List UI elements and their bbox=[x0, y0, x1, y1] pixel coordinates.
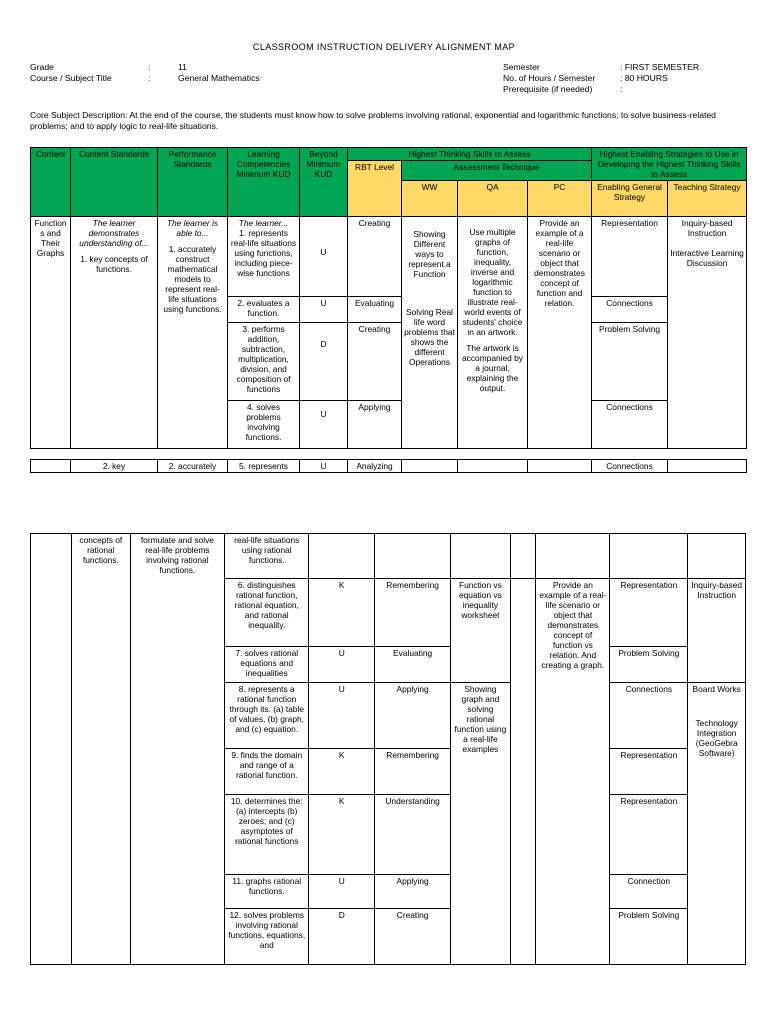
strip-cell: Analyzing bbox=[348, 460, 402, 473]
alignment-map-table-continued bbox=[30, 533, 746, 965]
enabling-cell: Problem Solving bbox=[610, 647, 688, 683]
teaching-strategy-cell bbox=[688, 534, 746, 579]
enabling-cell: Connection bbox=[610, 875, 688, 909]
grade-colon: : bbox=[148, 62, 151, 72]
course-value: General Mathematics bbox=[178, 73, 260, 83]
qa-text-1: Use multiple graphs of function, inequality, inverse and logarithmic function to illustrate real-world events of students' choice in an artwork. bbox=[462, 227, 523, 337]
kud-cell bbox=[300, 217, 348, 297]
course-label: Course / Subject Title bbox=[30, 73, 112, 83]
content-standards-intro: The learner demonstrates understanding of... bbox=[79, 218, 149, 248]
content-standards-item: 1. key concepts of functions. bbox=[80, 254, 148, 274]
header-beyond-minimum: Beyond Minimum KUD bbox=[300, 148, 348, 217]
enabling-cell: Problem Solving bbox=[592, 323, 668, 401]
strip-cell: 2. key bbox=[71, 460, 158, 473]
enabling-cell: Representation bbox=[610, 579, 688, 647]
competency-cell: 11. graphs rational functions. bbox=[225, 875, 309, 909]
rbt-cell: Applying bbox=[375, 875, 451, 909]
teaching-strategy-cell bbox=[668, 217, 747, 449]
enabling-cell: Connections bbox=[592, 297, 668, 323]
header-pc: PC bbox=[528, 181, 592, 217]
strip-cell bbox=[528, 460, 592, 473]
prerequisite-value: : bbox=[620, 84, 623, 94]
header-assessment-technique: Assessment Technique bbox=[402, 161, 592, 181]
rbt-cell: Remembering bbox=[375, 749, 451, 795]
competency-cell: real-life situations using rational functions. bbox=[225, 534, 309, 579]
continued-row-strip bbox=[30, 459, 747, 473]
teaching-strategy-cell bbox=[688, 683, 746, 965]
kud-cell: U bbox=[300, 401, 348, 449]
ww-text-1: Showing Different ways to represent a Function bbox=[408, 229, 451, 279]
qa-cell bbox=[458, 217, 528, 449]
content-cell: Functions and Their Graphs bbox=[31, 217, 71, 449]
qa-cell bbox=[510, 579, 536, 965]
enabling-cell: Connections bbox=[592, 401, 668, 449]
enabling-cell: Representation bbox=[610, 749, 688, 795]
header-highest-thinking: Highest Thinking Skills to Assess bbox=[348, 148, 592, 161]
competency-intro: The learner... bbox=[238, 218, 289, 228]
teaching-strategy-cell: Inquiry-based Instruction bbox=[688, 579, 746, 683]
semester-label: Semester bbox=[503, 62, 540, 72]
kud-cell: U bbox=[309, 647, 375, 683]
strip-cell bbox=[402, 460, 458, 473]
header-teaching-strategy: Teaching Strategy bbox=[668, 181, 747, 217]
rbt-cell: Creating bbox=[348, 217, 402, 297]
content-cell bbox=[31, 534, 72, 965]
teaching-strategy-2: Interactive Learning Discussion bbox=[670, 248, 744, 268]
kud-cell: D bbox=[300, 323, 348, 401]
header-enabling-general: Enabling General Strategy bbox=[592, 181, 668, 217]
kud-cell: U bbox=[309, 683, 375, 749]
qa-text-2: The artwork is accompanied by a journal, explaining the output. bbox=[462, 343, 523, 393]
enabling-cell: Connections bbox=[610, 683, 688, 749]
kud-cell: K bbox=[309, 795, 375, 875]
enabling-cell: Representation bbox=[592, 217, 668, 297]
rbt-cell: Creating bbox=[348, 323, 402, 401]
core-subject-description: Core Subject Description: At the end of the course, the students must know how to solve problems involving rational, exponential and logarithmic functions; to solve business-related problems; and to apply logic to real-life situations. bbox=[30, 110, 716, 131]
competency-cell: 9. finds the domain and range of a rational function. bbox=[225, 749, 309, 795]
competency-cell bbox=[228, 217, 300, 297]
teaching-strategy-2: Board Works bbox=[692, 684, 741, 694]
strip-cell bbox=[668, 460, 747, 473]
strip-cell: Connections bbox=[592, 460, 668, 473]
strip-cell: 2. accurately bbox=[158, 460, 228, 473]
competency-cell: 12. solves problems involving rational functions, equations, and bbox=[225, 909, 309, 965]
course-colon: : bbox=[148, 73, 151, 83]
kud-cell: K bbox=[309, 749, 375, 795]
qa-cell bbox=[510, 534, 536, 579]
pc-cell bbox=[536, 534, 610, 579]
performance-standards-intro: The learner is able to... bbox=[166, 218, 219, 238]
rbt-cell: Applying bbox=[375, 683, 451, 749]
header-content-standards: Content Standards bbox=[71, 148, 158, 217]
hours-value: : 80 HOURS bbox=[620, 73, 668, 83]
teaching-strategy-1: Inquiry-based Instruction bbox=[681, 218, 733, 238]
ww-cell: Showing graph and solving rational function using a real-life examples bbox=[451, 683, 511, 965]
enabling-cell: Problem Solving bbox=[610, 909, 688, 965]
enabling-cell bbox=[610, 534, 688, 579]
competency-cell: 3. performs addition, subtraction, multiplication, division, and composition of functions bbox=[228, 323, 300, 401]
ww-cell bbox=[402, 217, 458, 449]
ww-text-2: Solving Real life word problems that shows the different Operations bbox=[404, 307, 455, 367]
kud-cell: U bbox=[300, 297, 348, 323]
prerequisite-label: Prerequisite (if needed) bbox=[503, 84, 593, 94]
strip-cell: 5. represents bbox=[228, 460, 300, 473]
header-rbt-level: RBT Level bbox=[348, 161, 402, 217]
content-standards-cell bbox=[71, 217, 158, 449]
ww-cell bbox=[451, 534, 511, 579]
hours-label: No. of Hours / Semester bbox=[503, 73, 596, 83]
kud-cell: K bbox=[309, 579, 375, 647]
rbt-cell: Creating bbox=[375, 909, 451, 965]
competency-text: 1. represents real-life situations using functions, including piece-wise functions bbox=[230, 228, 297, 278]
header-highest-enabling: Highest Enabling Strategies to Use in Developing the Highest Thinking Skills to Assess bbox=[592, 148, 747, 181]
competency-cell: 2. evaluates a function. bbox=[228, 297, 300, 323]
rbt-cell: Remembering bbox=[375, 579, 451, 647]
header-content: Content bbox=[31, 148, 71, 217]
kud-value: U bbox=[320, 247, 327, 257]
grade-label: Grade bbox=[30, 62, 54, 72]
strip-cell bbox=[31, 460, 71, 473]
header-ww: WW bbox=[402, 181, 458, 217]
rbt-cell bbox=[375, 534, 451, 579]
semester-value: : FIRST SEMESTER bbox=[620, 62, 700, 72]
kud-cell: D bbox=[309, 909, 375, 965]
header-qa: QA bbox=[458, 181, 528, 217]
enabling-cell: Representation bbox=[610, 795, 688, 875]
strip-cell: U bbox=[300, 460, 348, 473]
performance-standards-item: 1. accurately construct mathematical models to represent real-life situations using functions. bbox=[163, 244, 222, 314]
competency-cell: 8. represents a rational function through its: (a) table of values, (b) graph, and (c) equation. bbox=[225, 683, 309, 749]
teaching-strategy-3: Technology Integration (GeoGebra Software) bbox=[695, 718, 738, 758]
kud-cell: U bbox=[309, 875, 375, 909]
content-standards-cell: concepts of rational functions. bbox=[72, 534, 131, 965]
pc-cell: Provide an example of a real-life scenario or object that demonstrates concept of function and relation. bbox=[528, 217, 592, 449]
kud-cell bbox=[309, 534, 375, 579]
competency-cell: 10. determines the: (a) intercepts (b) zeroes; and (c) asymptotes of rational functions bbox=[225, 795, 309, 875]
performance-standards-cell bbox=[158, 217, 228, 449]
rbt-cell: Evaluating bbox=[375, 647, 451, 683]
performance-standards-cell: formulate and solve real-life problems involving rational functions. bbox=[130, 534, 225, 965]
ww-cell: Function vs equation vs inequality worksheet bbox=[451, 579, 511, 683]
rbt-cell: Applying bbox=[348, 401, 402, 449]
alignment-map-table bbox=[30, 147, 747, 449]
pc-cell: Provide an example of a real-life scenario or object that demonstrates concept of function vs relation. And creating a graph. bbox=[536, 579, 610, 965]
grade-value: 11 bbox=[178, 62, 187, 72]
document-title: CLASSROOM INSTRUCTION DELIVERY ALIGNMENT MAP bbox=[252, 42, 516, 52]
rbt-cell: Evaluating bbox=[348, 297, 402, 323]
competency-cell: 7. solves rational equations and inequalities bbox=[225, 647, 309, 683]
competency-cell: 6. distinguishes rational function, rational equation, and rational inequality. bbox=[225, 579, 309, 647]
competency-cell: 4. solves problems involving functions. bbox=[228, 401, 300, 449]
rbt-cell: Understanding bbox=[375, 795, 451, 875]
strip-cell bbox=[458, 460, 528, 473]
header-performance-standards: Performance Standards bbox=[158, 148, 228, 217]
header-learning-competencies: Learning Competencies Minimum KUD bbox=[228, 148, 300, 217]
